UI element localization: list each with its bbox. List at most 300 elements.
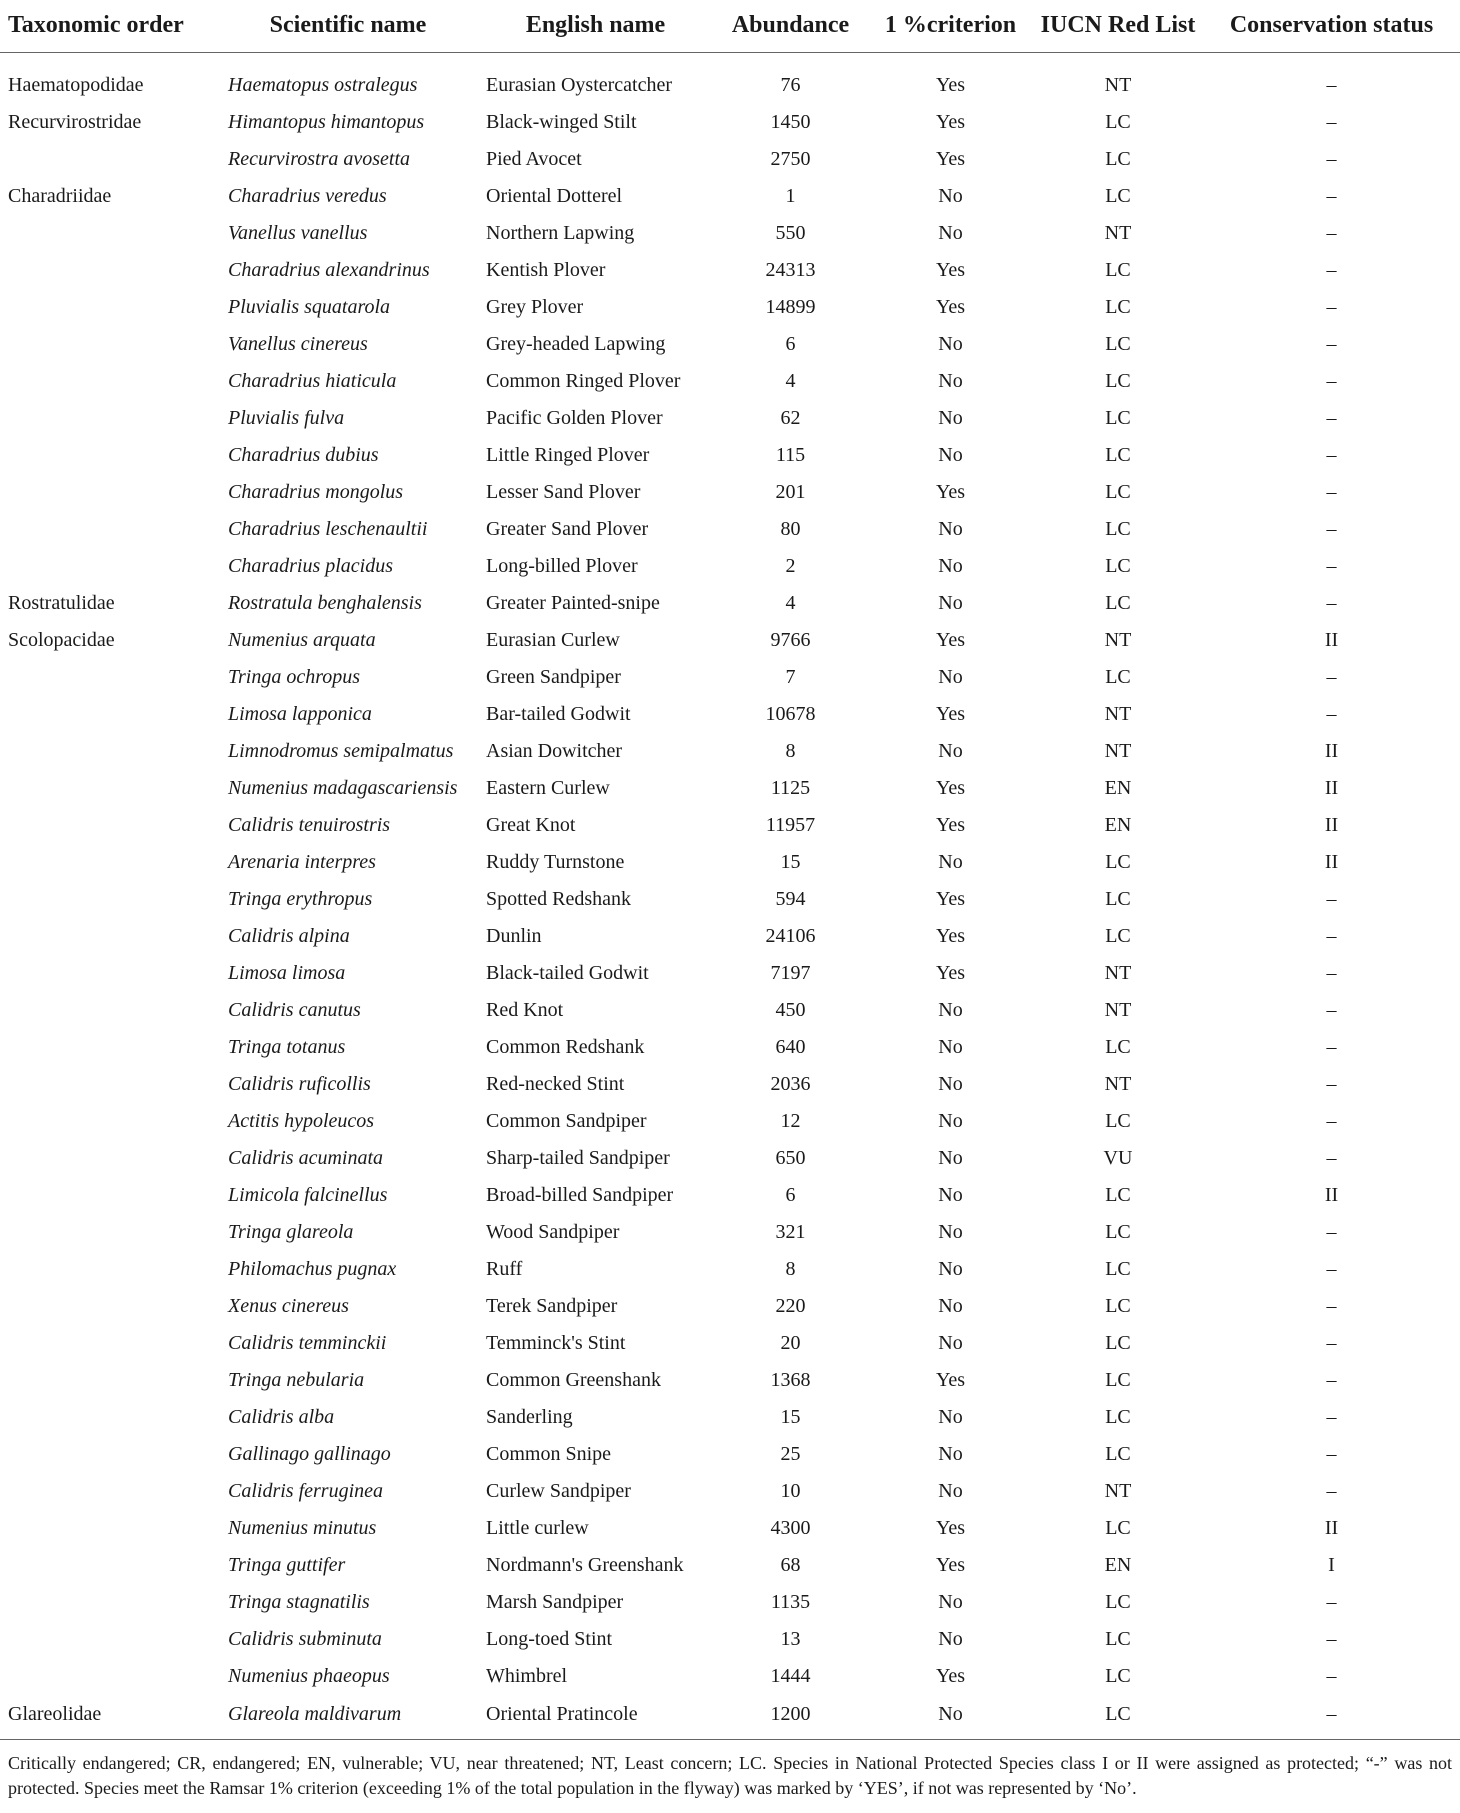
cell-abundance: 14899	[765, 296, 816, 318]
cell-english-name: Ruff	[486, 1258, 523, 1280]
cell-abundance: 9766	[770, 629, 811, 651]
cell-taxonomic-order	[0, 326, 218, 363]
cell-english-name: Sanderling	[486, 1406, 573, 1428]
cell-criterion: No	[938, 851, 963, 873]
cell-abundance: 25	[780, 1443, 801, 1465]
cell-scientific-name: Gallinago gallinago	[228, 1443, 391, 1465]
cell-conservation-status: –	[1326, 444, 1337, 466]
cell-iucn: LC	[1105, 592, 1131, 614]
cell-iucn: LC	[1105, 1184, 1131, 1206]
cell-abundance: 24313	[765, 259, 816, 281]
cell-english-name: Spotted Redshank	[486, 888, 631, 910]
cell-criterion: No	[938, 999, 963, 1021]
cell-english-name: Grey-headed Lapwing	[486, 333, 666, 355]
table-row	[0, 67, 1460, 104]
cell-iucn: LC	[1105, 925, 1131, 947]
cell-taxonomic-order	[0, 807, 218, 844]
cell-criterion: No	[938, 407, 963, 429]
cell-scientific-name: Pluvialis fulva	[228, 407, 345, 429]
cell-criterion: No	[938, 333, 963, 355]
cell-criterion: No	[938, 185, 963, 207]
cell-abundance: 4300	[770, 1517, 811, 1539]
cell-iucn: NT	[1104, 74, 1132, 96]
cell-scientific-name: Limosa lapponica	[228, 703, 372, 725]
cell-abundance: 594	[775, 888, 806, 910]
cell-abundance: 1200	[713, 1695, 868, 1740]
cell-english-name: Grey Plover	[486, 296, 584, 318]
cell-taxonomic-order	[0, 1103, 218, 1140]
cell-conservation-status: –	[1326, 148, 1337, 170]
cell-taxonomic-order: Charadriidae	[8, 185, 112, 207]
table-row	[0, 1029, 1460, 1066]
cell-abundance: 2036	[770, 1073, 811, 1095]
cell-scientific-name: Calidris alba	[228, 1406, 335, 1428]
cell-criterion: No	[938, 1591, 963, 1613]
cell-iucn: EN	[1104, 1554, 1132, 1576]
cell-criterion: No	[938, 1258, 963, 1280]
cell-conservation-status: –	[1326, 592, 1337, 614]
cell-iucn: NT	[1104, 1073, 1132, 1095]
cell-taxonomic-order	[0, 252, 218, 289]
cell-english-name: Great Knot	[486, 814, 576, 836]
cell-conservation-status: –	[1326, 1480, 1337, 1502]
cell-scientific-name: Glareola maldivarum	[218, 1695, 478, 1740]
cell-criterion: Yes	[935, 777, 966, 799]
table-row	[0, 511, 1460, 548]
cell-scientific-name: Tringa guttifer	[228, 1554, 346, 1576]
header-row	[0, 0, 1460, 53]
cell-taxonomic-order	[0, 1584, 218, 1621]
cell-criterion: No	[938, 370, 963, 392]
table-row	[0, 1658, 1460, 1695]
cell-scientific-name: Numenius arquata	[228, 629, 376, 651]
cell-english-name: Kentish Plover	[486, 259, 606, 281]
cell-english-name: Common Redshank	[486, 1036, 645, 1058]
table-row	[0, 1066, 1460, 1103]
cell-iucn: LC	[1105, 851, 1131, 873]
cell-scientific-name: Calidris subminuta	[228, 1628, 382, 1650]
table-row	[0, 141, 1460, 178]
cell-taxonomic-order	[0, 1029, 218, 1066]
table-row	[0, 807, 1460, 844]
table-row	[0, 252, 1460, 289]
table-row	[0, 955, 1460, 992]
cell-taxonomic-order: Recurvirostridae	[8, 111, 142, 133]
table-row	[0, 659, 1460, 696]
cell-scientific-name: Tringa nebularia	[228, 1369, 365, 1391]
cell-taxonomic-order	[0, 1362, 218, 1399]
cell-abundance: 62	[780, 407, 801, 429]
cell-english-name: Eastern Curlew	[486, 777, 610, 799]
cell-iucn: LC	[1105, 1443, 1131, 1465]
header-english-name: English name	[478, 0, 713, 53]
cell-conservation-status: –	[1326, 1406, 1337, 1428]
cell-conservation-status: –	[1326, 888, 1337, 910]
table-row	[0, 1473, 1460, 1510]
cell-english-name: Broad-billed Sandpiper	[486, 1184, 674, 1206]
cell-iucn: LC	[1105, 1332, 1131, 1354]
cell-conservation-status: –	[1326, 370, 1337, 392]
cell-criterion: No	[938, 518, 963, 540]
cell-scientific-name: Calidris ferruginea	[228, 1480, 384, 1502]
cell-conservation-status: –	[1326, 1591, 1337, 1613]
cell-english-name: Temminck's Stint	[486, 1332, 626, 1354]
cell-criterion: No	[938, 1147, 963, 1169]
spacer-cell	[0, 53, 1460, 68]
cell-iucn: LC	[1105, 370, 1131, 392]
header-scientific-name: Scientific name	[218, 0, 478, 53]
cell-iucn: LC	[1105, 666, 1131, 688]
cell-iucn: LC	[1105, 148, 1131, 170]
cell-conservation-status: –	[1326, 925, 1337, 947]
cell-criterion: No	[938, 592, 963, 614]
cell-criterion: No	[938, 1073, 963, 1095]
cell-abundance: 321	[775, 1221, 806, 1243]
table-row	[0, 1510, 1460, 1547]
cell-abundance: 68	[780, 1554, 801, 1576]
table-row	[0, 1621, 1460, 1658]
cell-taxonomic-order	[0, 696, 218, 733]
cell-taxonomic-order	[0, 215, 218, 252]
cell-abundance: 4	[785, 370, 796, 392]
cell-taxonomic-order	[0, 141, 218, 178]
cell-taxonomic-order: Haematopodidae	[8, 74, 144, 96]
cell-taxonomic-order	[0, 474, 218, 511]
cell-english-name: Terek Sandpiper	[486, 1295, 618, 1317]
cell-scientific-name: Philomachus pugnax	[228, 1258, 397, 1280]
cell-scientific-name: Charadrius veredus	[228, 185, 387, 207]
cell-iucn: LC	[1033, 1695, 1203, 1740]
cell-english-name: Common Snipe	[486, 1443, 612, 1465]
cell-conservation-status: –	[1326, 1443, 1337, 1465]
table-row	[0, 696, 1460, 733]
cell-scientific-name: Vanellus cinereus	[228, 333, 368, 355]
cell-iucn: LC	[1105, 1369, 1131, 1391]
cell-abundance: 12	[780, 1110, 801, 1132]
cell-iucn: LC	[1105, 518, 1131, 540]
cell-taxonomic-order	[0, 881, 218, 918]
cell-scientific-name: Tringa erythropus	[228, 888, 373, 910]
cell-taxonomic-order	[0, 1066, 218, 1103]
cell-conservation-status: I	[1328, 1554, 1335, 1576]
cell-conservation-status: –	[1326, 1110, 1337, 1132]
cell-taxonomic-order	[0, 992, 218, 1029]
cell-taxonomic-order	[0, 363, 218, 400]
cell-criterion: No	[938, 1221, 963, 1243]
cell-scientific-name: Charadrius placidus	[228, 555, 394, 577]
cell-iucn: LC	[1105, 1258, 1131, 1280]
cell-conservation-status: –	[1326, 296, 1337, 318]
table-row	[0, 1584, 1460, 1621]
cell-iucn: NT	[1104, 222, 1132, 244]
cell-scientific-name: Charadrius alexandrinus	[228, 259, 430, 281]
header-iucn: IUCN Red List	[1033, 0, 1203, 53]
cell-scientific-name: Calidris tenuirostris	[228, 814, 391, 836]
cell-abundance: 10678	[765, 703, 816, 725]
table-row	[0, 400, 1460, 437]
cell-scientific-name: Tringa totanus	[228, 1036, 346, 1058]
cell-abundance: 201	[775, 481, 806, 503]
cell-english-name: Marsh Sandpiper	[486, 1591, 624, 1613]
cell-conservation-status: II	[1324, 1517, 1339, 1539]
table-row	[0, 1362, 1460, 1399]
cell-english-name: Greater Sand Plover	[486, 518, 649, 540]
cell-scientific-name: Charadrius leschenaultii	[228, 518, 428, 540]
cell-iucn: NT	[1104, 999, 1132, 1021]
cell-conservation-status: –	[1326, 1073, 1337, 1095]
cell-conservation-status: –	[1326, 1221, 1337, 1243]
cell-english-name: Black-winged Stilt	[486, 111, 637, 133]
table-row	[0, 1547, 1460, 1584]
cell-iucn: LC	[1105, 296, 1131, 318]
cell-abundance: 1125	[770, 777, 811, 799]
header-abundance: Abundance	[713, 0, 868, 53]
cell-abundance: 7	[785, 666, 796, 688]
cell-criterion: Yes	[935, 962, 966, 984]
table-row	[0, 1140, 1460, 1177]
table-row	[0, 289, 1460, 326]
cell-iucn: LC	[1105, 444, 1131, 466]
cell-conservation-status: –	[1326, 1258, 1337, 1280]
cell-scientific-name: Charadrius dubius	[228, 444, 379, 466]
cell-scientific-name: Calidris ruficollis	[228, 1073, 371, 1095]
cell-english-name: Sharp-tailed Sandpiper	[486, 1147, 670, 1169]
table-row	[0, 437, 1460, 474]
table-row	[0, 844, 1460, 881]
cell-conservation-status: –	[1326, 185, 1337, 207]
cell-taxonomic-order	[0, 437, 218, 474]
cell-conservation-status: –	[1326, 1369, 1337, 1391]
header-conservation-status: Conservation status	[1203, 0, 1460, 53]
cell-scientific-name: Numenius minutus	[228, 1517, 377, 1539]
cell-abundance: 2	[785, 555, 796, 577]
cell-scientific-name: Xenus cinereus	[228, 1295, 349, 1317]
cell-abundance: 4	[785, 592, 796, 614]
cell-english-name: Northern Lapwing	[486, 222, 635, 244]
table-row	[0, 622, 1460, 659]
table-row	[0, 1177, 1460, 1214]
cell-abundance: 80	[780, 518, 801, 540]
cell-scientific-name: Tringa stagnatilis	[228, 1591, 370, 1613]
cell-taxonomic-order	[0, 659, 218, 696]
cell-taxonomic-order	[0, 1621, 218, 1658]
cell-criterion: No	[938, 1295, 963, 1317]
cell-criterion: Yes	[935, 925, 966, 947]
cell-english-name: Whimbrel	[486, 1665, 568, 1687]
cell-scientific-name: Tringa ochropus	[228, 666, 361, 688]
cell-english-name: Asian Dowitcher	[486, 740, 623, 762]
cell-iucn: LC	[1105, 1036, 1131, 1058]
cell-iucn: NT	[1104, 629, 1132, 651]
cell-iucn: LC	[1105, 1628, 1131, 1650]
cell-abundance: 220	[775, 1295, 806, 1317]
cell-abundance: 650	[775, 1147, 806, 1169]
cell-taxonomic-order	[0, 1436, 218, 1473]
cell-english-name: Red Knot	[486, 999, 564, 1021]
cell-taxonomic-order	[0, 511, 218, 548]
cell-taxonomic-order	[0, 1251, 218, 1288]
cell-criterion: Yes	[935, 111, 966, 133]
table-row	[0, 881, 1460, 918]
table-row	[0, 1695, 1460, 1740]
cell-taxonomic-order: Scolopacidae	[8, 629, 115, 651]
table-footnote: Critically endangered; CR, endangered; EN, vulnerable; VU, near threatened; NT, Least concern; LC. Species in National Protected Species class I or II were assigned as protected; “-” was not protected. Species meet the Ramsar 1% criterion (exceeding 1% of the total population in the flyway) was marked by ‘YES’, if not was represented by ‘No’.	[8, 1753, 1452, 1798]
cell-taxonomic-order	[0, 289, 218, 326]
cell-criterion: No	[938, 1184, 963, 1206]
cell-scientific-name: Numenius phaeopus	[228, 1665, 390, 1687]
cell-scientific-name: Charadrius hiaticula	[228, 370, 397, 392]
cell-criterion: No	[938, 1332, 963, 1354]
cell-abundance: 1450	[770, 111, 811, 133]
cell-iucn: LC	[1105, 1406, 1131, 1428]
table-body	[0, 53, 1460, 1740]
header-criterion: 1 %criterion	[868, 0, 1033, 53]
cell-taxonomic-order	[0, 1214, 218, 1251]
cell-scientific-name: Arenaria interpres	[228, 851, 376, 873]
cell-criterion: No	[938, 1036, 963, 1058]
cell-abundance: 550	[775, 222, 806, 244]
cell-conservation-status: –	[1326, 666, 1337, 688]
cell-conservation-status: –	[1326, 1628, 1337, 1650]
cell-abundance: 115	[775, 444, 806, 466]
cell-iucn: VU	[1103, 1147, 1133, 1169]
cell-english-name: Green Sandpiper	[486, 666, 621, 688]
cell-abundance: 8	[785, 740, 796, 762]
table-row	[0, 1103, 1460, 1140]
cell-abundance: 6	[785, 1184, 796, 1206]
cell-conservation-status: –	[1326, 1036, 1337, 1058]
cell-criterion: Yes	[935, 1554, 966, 1576]
cell-scientific-name: Limicola falcinellus	[228, 1184, 388, 1206]
cell-iucn: LC	[1105, 555, 1131, 577]
cell-english-name: Long-toed Stint	[486, 1628, 613, 1650]
cell-english-name: Greater Painted-snipe	[486, 592, 660, 614]
cell-conservation-status: –	[1326, 1295, 1337, 1317]
cell-iucn: EN	[1104, 777, 1132, 799]
cell-criterion: Yes	[935, 74, 966, 96]
cell-scientific-name: Actitis hypoleucos	[228, 1110, 375, 1132]
table-row	[0, 1399, 1460, 1436]
cell-criterion: Yes	[935, 1665, 966, 1687]
cell-abundance: 450	[775, 999, 806, 1021]
cell-english-name: Red-necked Stint	[486, 1073, 625, 1095]
cell-scientific-name: Recurvirostra avosetta	[228, 148, 411, 170]
table-header	[0, 0, 1460, 53]
cell-scientific-name: Calidris alpina	[228, 925, 350, 947]
cell-english-name: Ruddy Turnstone	[486, 851, 625, 873]
cell-taxonomic-order	[0, 955, 218, 992]
cell-scientific-name: Calidris canutus	[228, 999, 361, 1021]
cell-criterion: Yes	[935, 148, 966, 170]
cell-english-name: Long-billed Plover	[486, 555, 638, 577]
cell-scientific-name: Limnodromus semipalmatus	[228, 740, 454, 762]
table-row	[0, 178, 1460, 215]
cell-taxonomic-order	[0, 1288, 218, 1325]
cell-conservation-status: –	[1326, 999, 1337, 1021]
cell-criterion: Yes	[935, 1369, 966, 1391]
cell-criterion: Yes	[935, 481, 966, 503]
cell-english-name: Bar-tailed Godwit	[486, 703, 631, 725]
cell-iucn: NT	[1104, 1480, 1132, 1502]
cell-abundance: 8	[785, 1258, 796, 1280]
cell-conservation-status: –	[1326, 111, 1337, 133]
table-row	[0, 215, 1460, 252]
table-row	[0, 104, 1460, 141]
cell-english-name: Black-tailed Godwit	[486, 962, 649, 984]
cell-conservation-status: –	[1326, 259, 1337, 281]
cell-criterion: Yes	[935, 1517, 966, 1539]
cell-conservation-status: II	[1324, 1184, 1339, 1206]
cell-criterion: No	[938, 1443, 963, 1465]
cell-conservation-status: –	[1326, 333, 1337, 355]
table-row	[0, 1436, 1460, 1473]
header-spacer	[0, 53, 1460, 68]
cell-abundance: 76	[780, 74, 801, 96]
cell-criterion: No	[938, 1480, 963, 1502]
cell-conservation-status: –	[1326, 518, 1337, 540]
cell-iucn: LC	[1105, 333, 1131, 355]
cell-taxonomic-order	[0, 918, 218, 955]
cell-conservation-status: II	[1324, 814, 1339, 836]
cell-iucn: LC	[1105, 185, 1131, 207]
cell-taxonomic-order	[0, 733, 218, 770]
cell-criterion: No	[938, 740, 963, 762]
cell-iucn: LC	[1105, 1517, 1131, 1539]
table-row	[0, 918, 1460, 955]
cell-iucn: NT	[1104, 740, 1132, 762]
cell-english-name: Dunlin	[486, 925, 542, 947]
cell-english-name: Eurasian Curlew	[486, 629, 620, 651]
cell-abundance: 2750	[770, 148, 811, 170]
cell-english-name: Nordmann's Greenshank	[486, 1554, 684, 1576]
table-row	[0, 1288, 1460, 1325]
cell-criterion: No	[938, 1406, 963, 1428]
cell-abundance: 20	[780, 1332, 801, 1354]
table-row	[0, 992, 1460, 1029]
cell-iucn: LC	[1105, 1591, 1131, 1613]
cell-taxonomic-order	[0, 400, 218, 437]
cell-conservation-status: II	[1324, 777, 1339, 799]
cell-iucn: NT	[1104, 962, 1132, 984]
cell-criterion: No	[938, 222, 963, 244]
cell-abundance: 1135	[770, 1591, 811, 1613]
cell-iucn: LC	[1105, 1221, 1131, 1243]
cell-english-name: Common Greenshank	[486, 1369, 661, 1391]
cell-criterion: No	[938, 1628, 963, 1650]
cell-taxonomic-order	[0, 1658, 218, 1695]
cell-iucn: EN	[1104, 814, 1132, 836]
cell-taxonomic-order	[0, 844, 218, 881]
cell-english-name: Oriental Pratincole	[478, 1695, 713, 1740]
cell-conservation-status: –	[1326, 1332, 1337, 1354]
cell-criterion: Yes	[935, 814, 966, 836]
cell-conservation-status: –	[1326, 222, 1337, 244]
cell-iucn: LC	[1105, 1665, 1131, 1687]
cell-iucn: NT	[1104, 703, 1132, 725]
table-row	[0, 770, 1460, 807]
cell-taxonomic-order: Rostratulidae	[8, 592, 115, 614]
cell-scientific-name: Calidris temminckii	[228, 1332, 387, 1354]
cell-conservation-status: II	[1324, 629, 1339, 651]
table-row	[0, 1251, 1460, 1288]
cell-conservation-status: –	[1326, 1665, 1337, 1687]
cell-english-name: Common Ringed Plover	[486, 370, 681, 392]
cell-english-name: Pied Avocet	[486, 148, 582, 170]
cell-scientific-name: Himantopus himantopus	[228, 111, 425, 133]
cell-criterion: No	[938, 555, 963, 577]
cell-scientific-name: Numenius madagascariensis	[228, 777, 458, 799]
cell-taxonomic-order	[0, 1399, 218, 1436]
